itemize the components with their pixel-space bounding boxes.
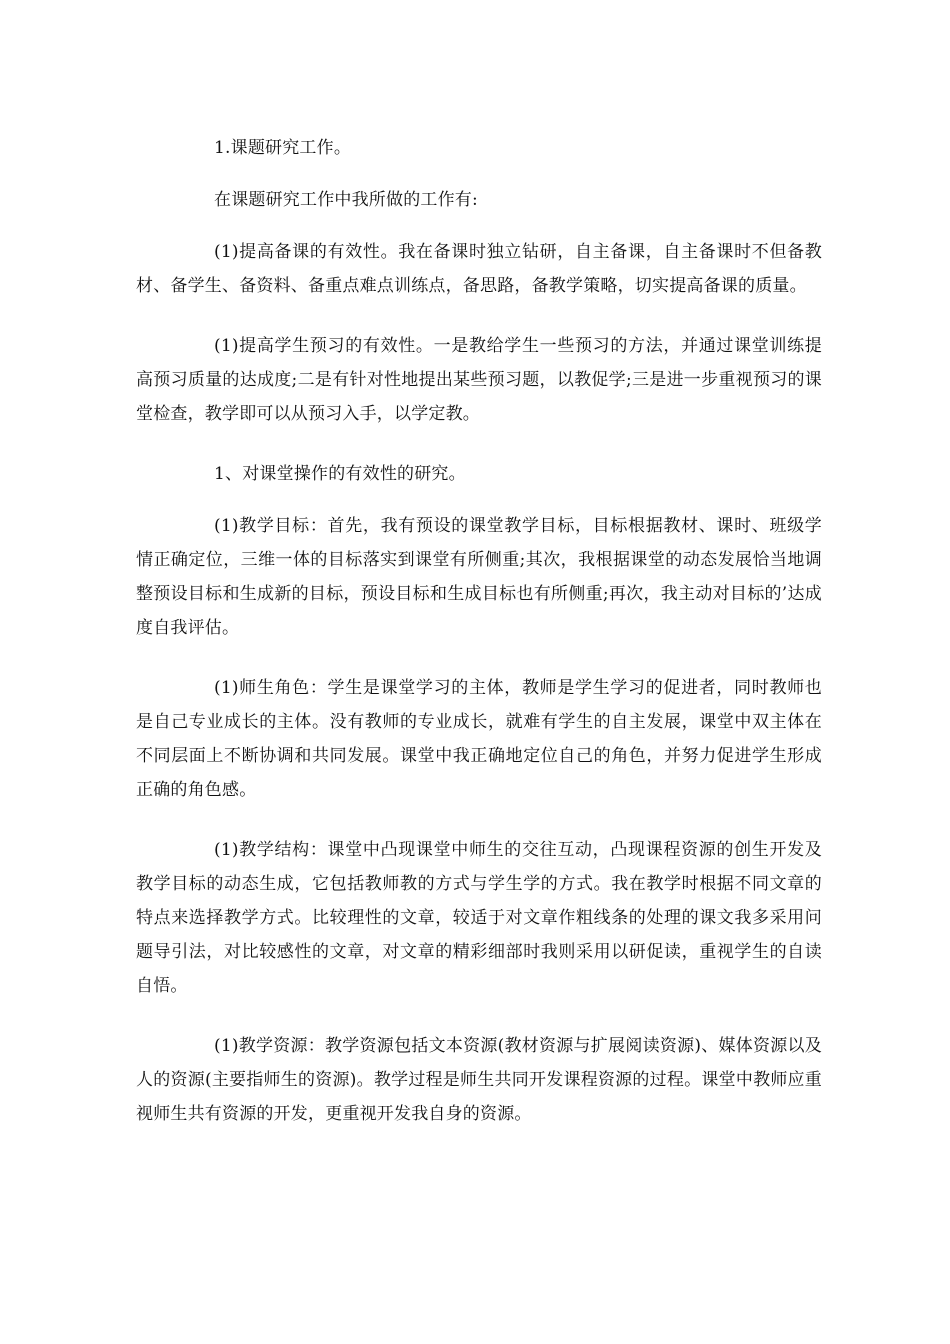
paragraph-lesson-prep: (1)提高备课的有效性。我在备课时独立钻研，自主备课，自主备课时不但备教材、备学生、备资料、备重点难点训练点，备思路，备教学策略，切实提高备课的质量。 (136, 242, 822, 296)
section-heading-classroom: 1、对课堂操作的有效性的研究。 (214, 464, 466, 484)
paragraph-teaching-goals: (1)教学目标：首先，我有预设的课堂教学目标，目标根据教材、课时、班级学情正确定位，三维一体的目标落实到课堂有所侧重;其次，我根据课堂的动态发展恰当地调整预设目标和生成新的目标，预设目标和生成目标也有所侧重;再次，我主动对目标的’达成度自我评估。 (136, 516, 822, 638)
paragraph-student-preview: (1)提高学生预习的有效性。一是教给学生一些预习的方法，并通过课堂训练提高预习质量的达成度;二是有针对性地提出某些预习题，以教促学;三是进一步重视预习的课堂检查，教学即可以从预习入手，以学定教。 (136, 336, 822, 424)
section-heading-research: 1.课题研究工作。 (214, 138, 352, 158)
paragraph-teaching-resources: (1)教学资源：教学资源包括文本资源(教材资源与扩展阅读资源)、媒体资源以及人的资源(主要指师生的资源)。教学过程是师生共同开发课程资源的过程。课堂中教师应重视师生共有资源的开发，更重视开发我自身的资源。 (136, 1036, 822, 1124)
intro-paragraph: 在课题研究工作中我所做的工作有: (214, 190, 478, 210)
paragraph-teaching-structure: (1)教学结构：课堂中凸现课堂中师生的交往互动，凸现课程资源的创生开发及教学目标的动态生成，它包括教师教的方式与学生学的方式。我在教学时根据不同文章的特点来选择教学方式。比较理性的文章，较适于对文章作粗线条的处理的课文我多采用问题导引法，对比较感性的文章，对文章的精彩细部时我则采用以研促读，重视学生的自读自悟。 (136, 840, 822, 996)
document-body (136, 131, 822, 1157)
paragraph-teacher-student-roles: (1)师生角色：学生是课堂学习的主体，教师是学生学习的促进者，同时教师也是自己专业成长的主体。没有教师的专业成长，就难有学生的自主发展，课堂中双主体在不同层面上不断协调和共同发展。课堂中我正确地定位自己的角色，并努力促进学生形成正确的角色感。 (136, 678, 822, 800)
